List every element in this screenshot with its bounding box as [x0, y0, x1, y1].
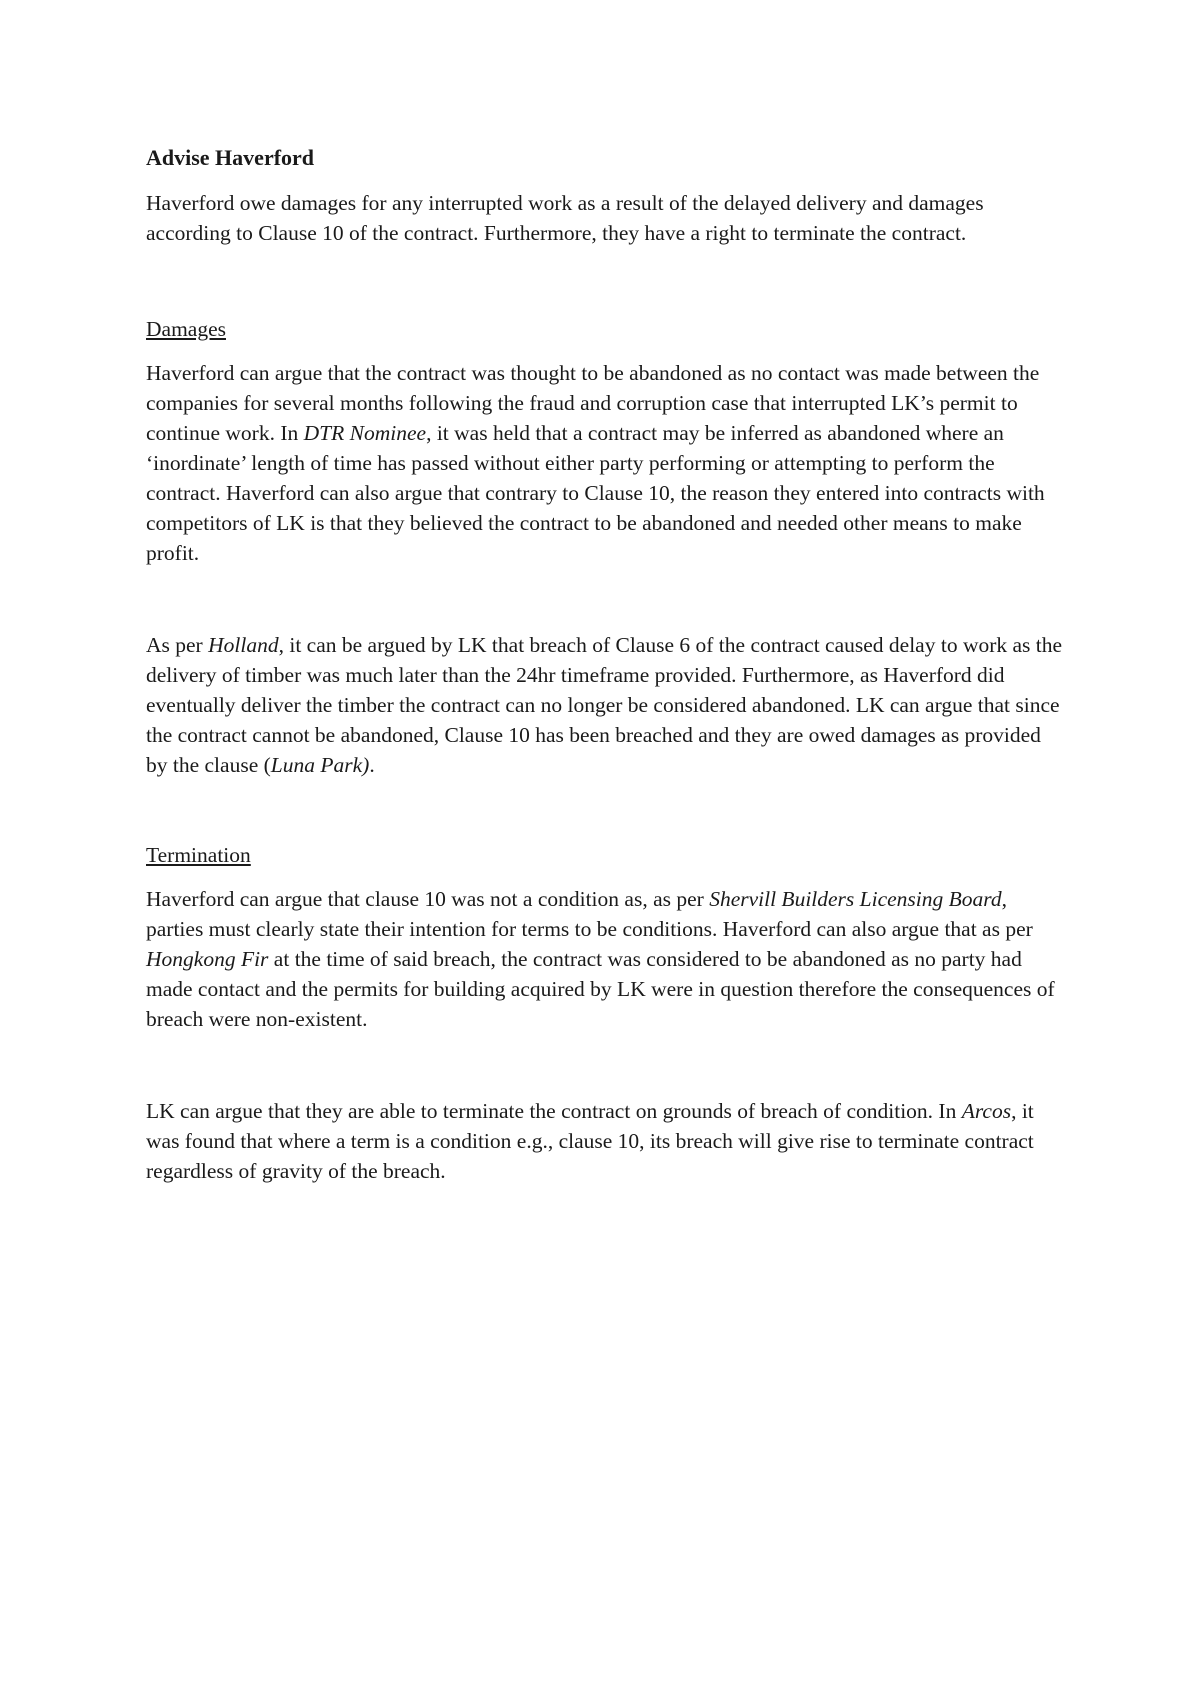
case-name: Luna Park) — [270, 753, 370, 777]
damages-paragraph-2: As per Holland, it can be argued by LK that breach of Clause 6 of the contract caused delay to work as the delivery of timber was much later than the 24hr timeframe provided. Furthermore, as Haverford did eventually deliver the timber the contract can no longer be considered abandoned. LK can argue that since the contract cannot be abandoned, Clause 10 has been breached and they are owed damages as provided by the clause (Luna Park). — [146, 633, 1063, 777]
spacer — [146, 248, 1066, 314]
document-page — [146, 142, 1066, 1186]
case-name: Holland — [208, 633, 279, 657]
document-title: Advise Haverford — [146, 145, 315, 170]
termination-paragraph-1: Haverford can argue that clause 10 was not a condition as, as per Shervill Builders Licensing Board, parties must clearly state their intention for terms to be conditions. Haverford can also argue that as per Hongkong Fir at the time of said breach, the contract was considered to be abandoned as no party had made contact and the permits for building acquired by LK were in question therefore the consequences of breach were non-existent. — [146, 887, 1055, 1031]
case-name: Shervill Builders Licensing Board — [709, 887, 1002, 911]
spacer — [146, 780, 1066, 840]
section-heading-damages: Damages — [146, 317, 226, 341]
damages-paragraph-1: Haverford can argue that the contract was thought to be abandoned as no contact was made between the companies for several months following the fraud and corruption case that interrupted LK’s permit to continue work. In DTR Nominee, it was held that a contract may be inferred as abandoned where an ‘inordinate’ length of time has passed without either party performing or attempting to perform the contract. Haverford can also argue that contrary to Clause 10, the reason they entered into contracts with competitors of LK is that they believed the contract to be abandoned and needed other means to make profit. — [146, 361, 1045, 565]
spacer — [146, 1034, 1066, 1096]
section-heading-termination: Termination — [146, 843, 251, 867]
termination-paragraph-2: LK can argue that they are able to terminate the contract on grounds of breach of condition. In Arcos, it was found that where a term is a condition e.g., clause 10, its breach will give rise to terminate contract regardless of gravity of the breach. — [146, 1099, 1034, 1183]
spacer — [146, 568, 1066, 630]
intro-paragraph: Haverford owe damages for any interrupted work as a result of the delayed delivery and damages according to Clause 10 of the contract. Furthermore, they have a right to terminate the contract. — [146, 191, 984, 245]
case-name: DTR Nominee — [303, 421, 427, 445]
case-name: Arcos — [961, 1099, 1012, 1123]
case-name: Hongkong Fir — [146, 947, 269, 971]
